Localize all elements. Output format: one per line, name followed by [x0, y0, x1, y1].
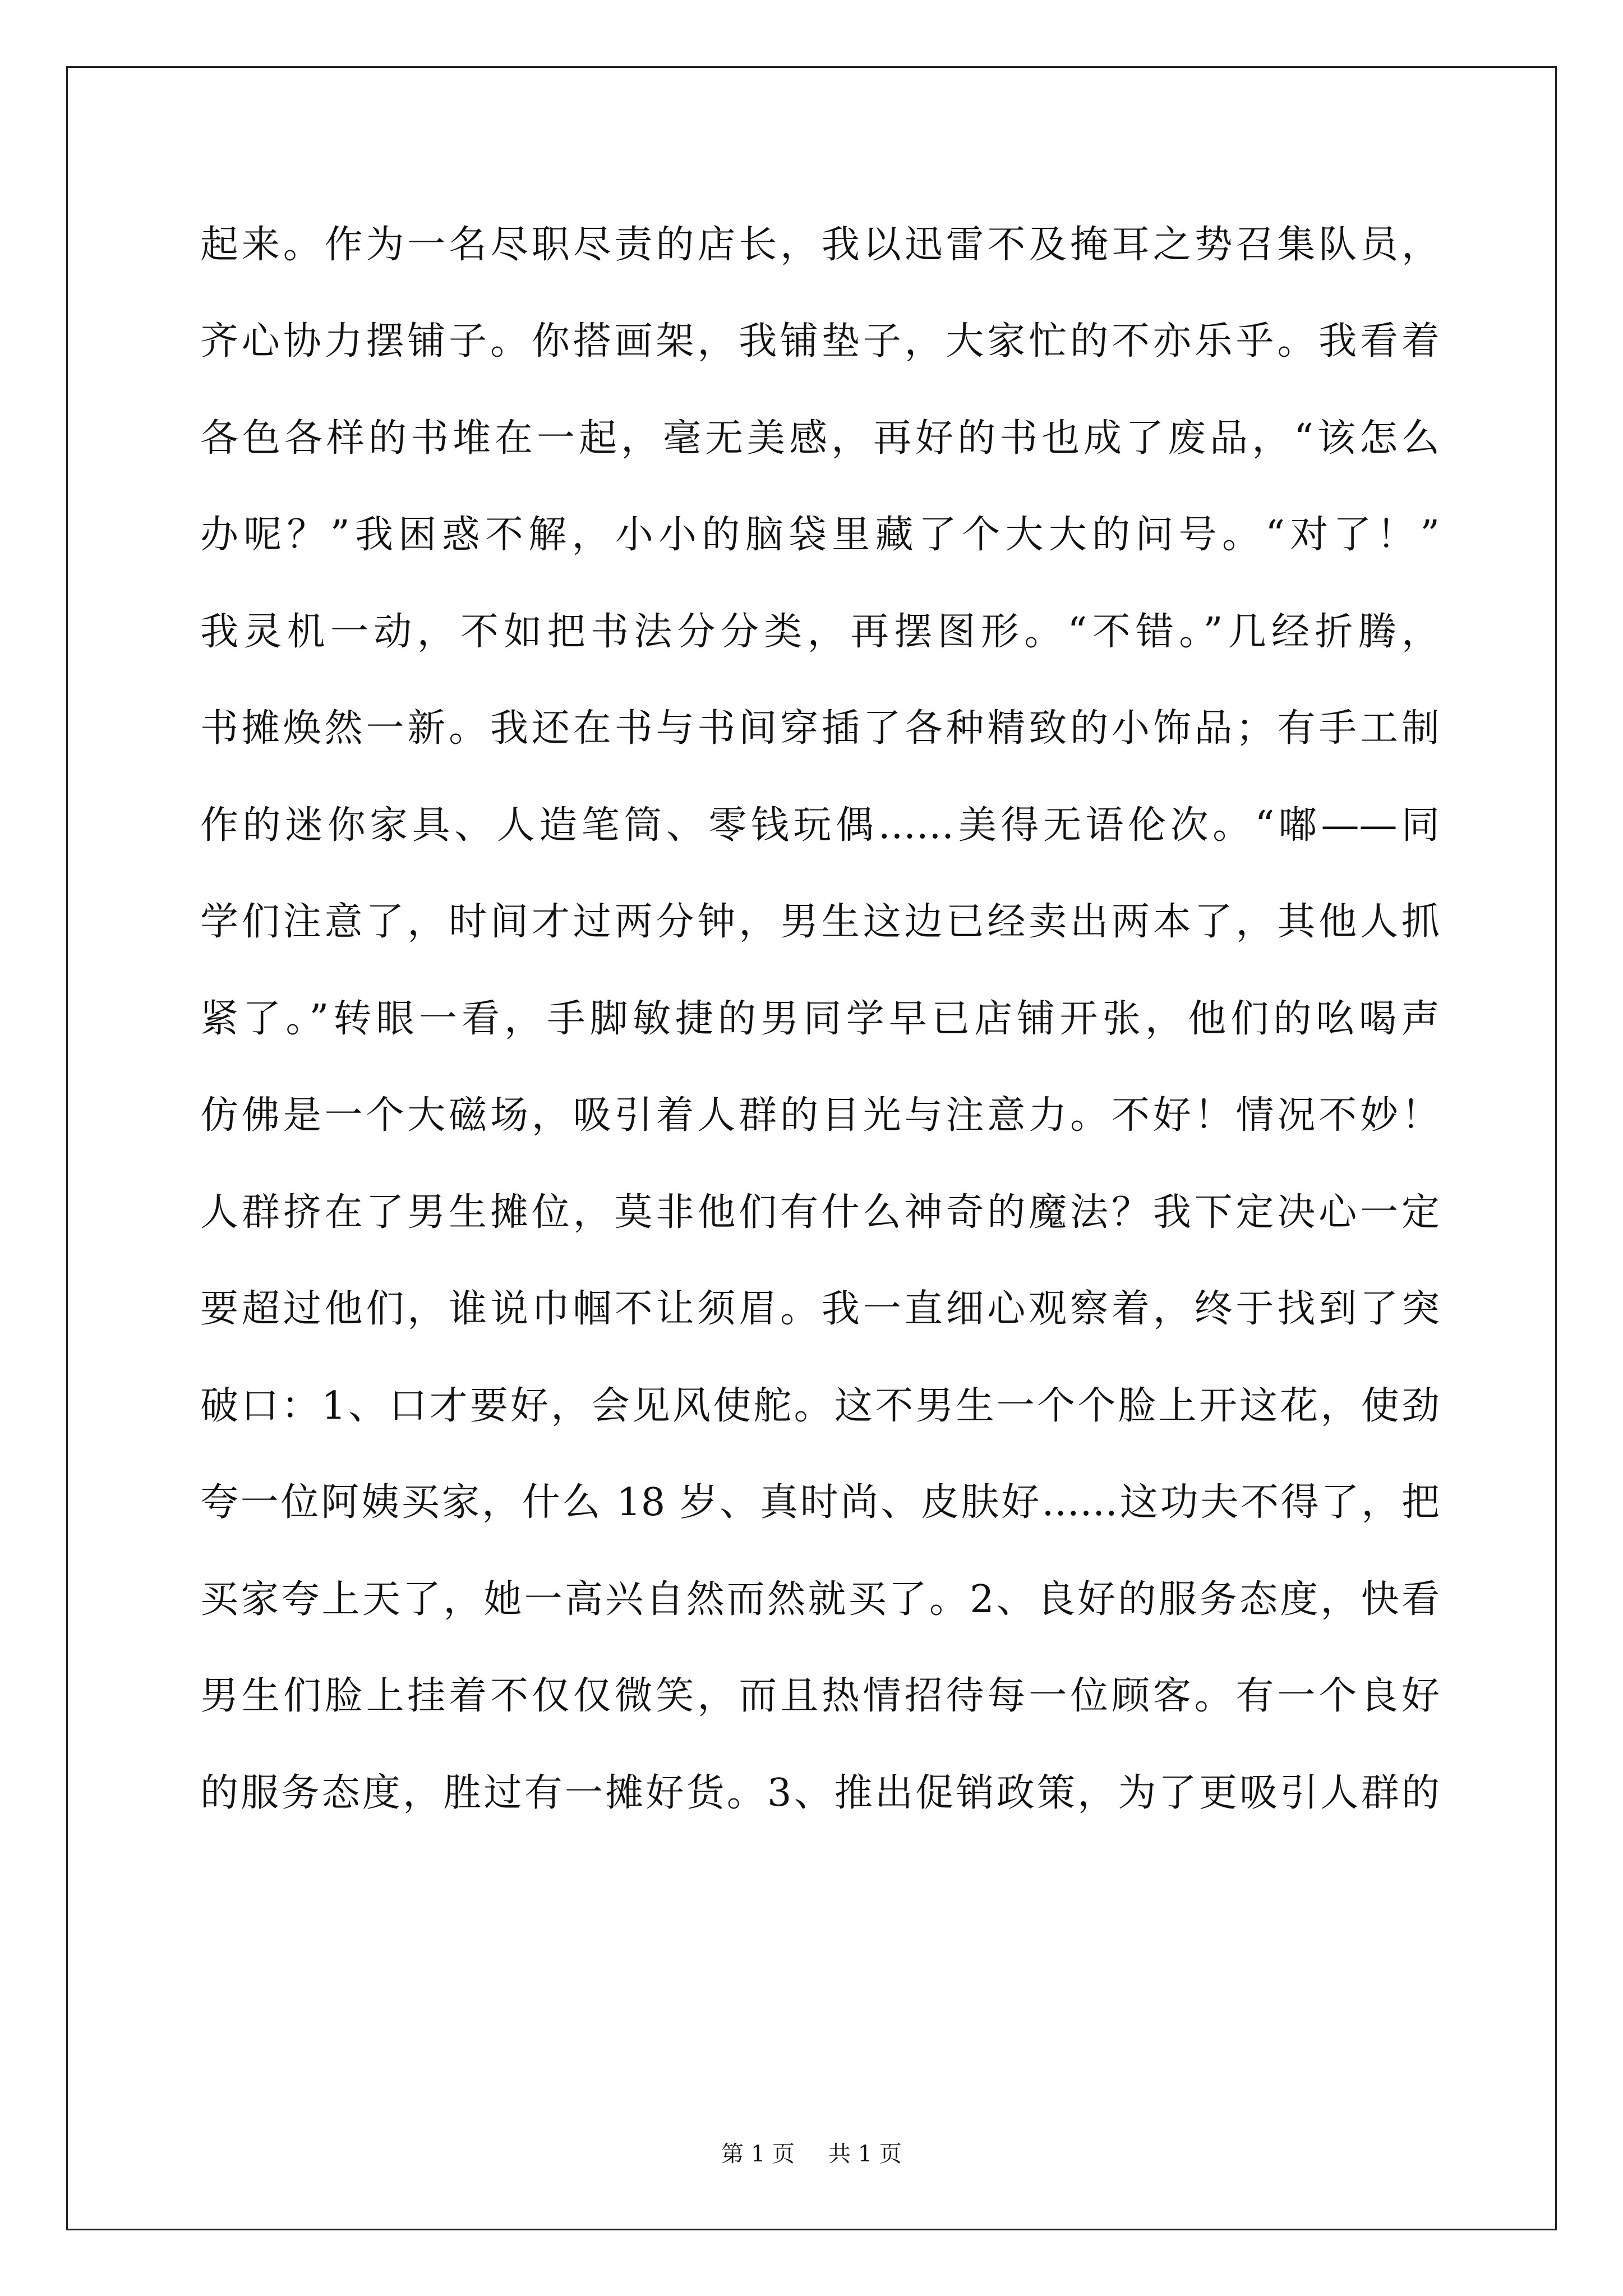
- text-line: 男生们脸上挂着不仅仅微笑，而且热情招待每一位顾客。有一个良好: [200, 1674, 1440, 1718]
- text-line: 的服务态度，胜过有一摊好货。3、推出促销政策，为了更吸引人群的: [200, 1771, 1440, 1815]
- text-line: 仿佛是一个大磁场，吸引着人群的目光与注意力。不好！情况不妙！: [200, 1093, 1440, 1138]
- text-line: 破口：1、口才要好，会见风使舵。这不男生一个个脸上开这花，使劲: [200, 1384, 1440, 1428]
- text-line: 要超过他们，谁说巾帼不让须眉。我一直细心观察着，终于找到了突: [200, 1287, 1440, 1331]
- text-line: 办呢？”我困惑不解，小小的脑袋里藏了个大大的问号。“对了！”: [200, 513, 1440, 557]
- text-line: 学们注意了，时间才过两分钟，男生这边已经卖出两本了，其他人抓: [200, 900, 1440, 944]
- page-footer: [0, 2137, 1623, 2171]
- text-line: 起来。作为一名尽职尽责的店长，我以迅雷不及掩耳之势召集队员，: [200, 223, 1440, 267]
- text-line: 我灵机一动，不如把书法分分类，再摆图形。“不错。”几经折腾，: [200, 610, 1440, 654]
- text-line: 买家夸上天了，她一高兴自然而然就买了。2、良好的服务态度，快看: [200, 1577, 1440, 1622]
- text-line: 夸一位阿姨买家，什么 18 岁、真时尚、皮肤好……这功夫不得了，把: [200, 1480, 1440, 1525]
- text-line: 齐心协力摆铺子。你搭画架，我铺垫子，大家忙的不亦乐乎。我看着: [200, 319, 1440, 364]
- page-total: 共 1 页: [828, 2141, 902, 2167]
- text-line: 人群挤在了男生摊位，莫非他们有什么神奇的魔法？我下定决心一定: [200, 1190, 1440, 1235]
- page-number: 第 1 页: [721, 2141, 795, 2167]
- text-line: 作的迷你家具、人造笔筒、零钱玩偶……美得无语伦次。“嘟——同: [200, 803, 1440, 848]
- text-line: 书摊焕然一新。我还在书与书间穿插了各种精致的小饰品；有手工制: [200, 706, 1440, 751]
- text-line: 紧了。”转眼一看，手脚敏捷的男同学早已店铺开张，他们的吆喝声: [200, 997, 1440, 1041]
- text-line: 各色各样的书堆在一起，毫无美感，再好的书也成了废品，“该怎么: [200, 416, 1440, 461]
